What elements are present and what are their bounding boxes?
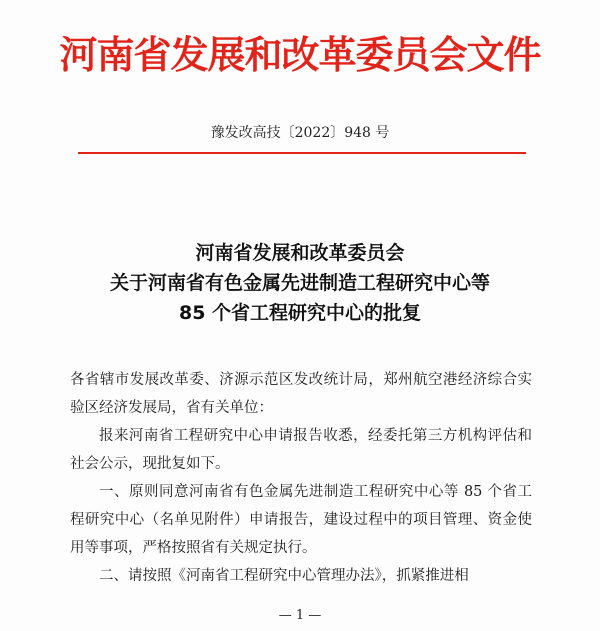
document-title xyxy=(0,238,600,328)
addressee-paragraph: 各省辖市发展改革委、济源示范区发改统计局，郑州航空港经济综合实验区经济发展局，省有关单位： xyxy=(70,372,532,416)
body-paragraph-item-1: 一、原则同意河南省有色金属先进制造工程研究中心等 85 个省工程研究中心（名单见附件）申请报告，建设过程中的项目管理、资金使用等事项，严格按照省有关规定执行。 xyxy=(70,484,532,556)
title-line-1: 河南省发展和改革委员会 xyxy=(195,242,405,264)
page-number: — 1 — xyxy=(278,608,322,623)
red-header-title: 河南省发展和改革委员会文件 xyxy=(59,33,541,77)
title-line-3: 85 个省工程研究中心的批复 xyxy=(178,302,422,324)
body-paragraph-intro: 报来河南省工程研究中心申请报告收悉，经委托第三方机构评估和社会公示，现批复如下。 xyxy=(70,428,532,472)
red-divider-line xyxy=(78,152,526,154)
document-body xyxy=(70,366,532,590)
body-paragraph-item-2: 二、请按照《河南省工程研究中心管理办法》，抓紧推进相 xyxy=(99,568,469,584)
document-number: 豫发改高技〔2022〕948 号 xyxy=(210,125,390,141)
title-line-2: 关于河南省有色金属先进制造工程研究中心等 xyxy=(109,272,490,294)
